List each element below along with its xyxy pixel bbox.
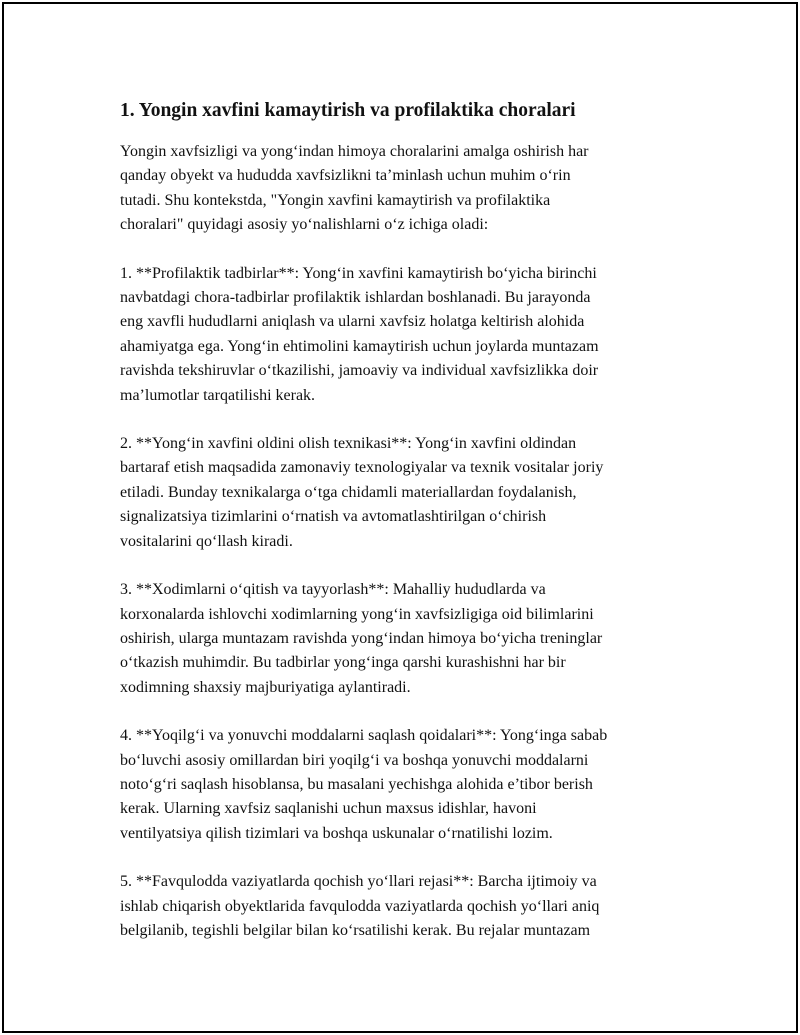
- text-line: o‘tkazish muhimdir. Bu tadbirlar yong‘inga qarshi kurashishni har bir: [120, 654, 566, 672]
- text-line: signalizatsiya tizimlarini o‘rnatish va avtomatlashtirilgan o‘chirish: [120, 508, 547, 526]
- list-item-saqlash-qoidalari: [120, 724, 700, 846]
- text-line: 5. **Favqulodda vaziyatlarda qochish yo‘llari rejasi**: Barcha ijtimoiy va: [120, 873, 597, 891]
- text-line: 4. **Yoqilg‘i va yonuvchi moddalarni saqlash qoidalari**: Yong‘inga sabab: [120, 727, 608, 745]
- text-line: kerak. Ularning xavfsiz saqlanishi uchun maxsus idishlar, havoni: [120, 800, 537, 818]
- text-line: navbatdagi chora-tadbirlar profilaktik ishlardan boshlanadi. Bu jarayonda: [120, 289, 591, 307]
- list-item-qochish-rejasi: [120, 870, 700, 943]
- text-line: ahamiyatga ega. Yong‘in ehtimolini kamaytirish uchun joylarda muntazam: [120, 337, 599, 355]
- text-line: bartaraf etish maqsadida zamonaviy texnologiyalar va texnik vositalar joriy: [120, 459, 604, 477]
- text-line: 2. **Yong‘in xavfini oldini olish texnikasi**: Yong‘in xavfini oldindan: [120, 435, 577, 453]
- list-item-profilaktik-tadbirlar: [120, 262, 700, 408]
- text-line: etiladi. Bunday texnikalarga o‘tga chidamli materiallardan foydalanish,: [120, 483, 577, 501]
- text-line: eng xavfli hududlarni aniqlash va ularni xavfsiz holatga keltirish alohida: [120, 313, 585, 331]
- text-line: korxonalarda ishlovchi xodimlarning yong‘in xavfsizligiga oid bilimlarini: [120, 605, 594, 623]
- text-line: vositalarini qo‘llash kiradi.: [120, 532, 293, 550]
- text-line: Yongin xavfsizligi va yong‘indan himoya choralarini amalga oshirish har: [120, 143, 589, 160]
- text-line: oshirish, ularga muntazam ravishda yong‘indan himoya bo‘yicha treninglar: [120, 629, 603, 647]
- text-line: bo‘luvchi asosiy omillardan biri yoqilg‘i va boshqa yonuvchi moddalarni: [120, 751, 589, 769]
- list-item-xodimlarni-oqitish: [120, 578, 700, 700]
- text-line: choralari" quyidagi asosiy yo‘nalishlarni o‘z ichiga oladi:: [120, 216, 489, 234]
- text-line: ma’lumotlar tarqatilishi kerak.: [120, 386, 316, 404]
- text-line: xodimning shaxsiy majburiyatiga aylantiradi.: [120, 678, 411, 696]
- document-page: [2, 2, 798, 1033]
- text-line: ishlab chiqarish obyektlarida favqulodda vaziyatlarda qochish yo‘llari aniq: [120, 897, 600, 915]
- document-content: [120, 98, 700, 967]
- text-line: 3. **Xodimlarni o‘qitish va tayyorlash**: Mahalliy hududlarda va: [120, 581, 546, 599]
- list-item-texnika: [120, 432, 700, 554]
- text-line: 1. **Profilaktik tadbirlar**: Yong‘in xavfini kamaytirish bo‘yicha birinchi: [120, 264, 597, 282]
- section-heading: 1. Yongin xavfini kamaytirish va profilaktika choralari: [120, 100, 576, 121]
- text-line: tutadi. Shu kontekstda, "Yongin xavfini kamaytirish va profilaktika: [120, 191, 551, 209]
- text-line: ventilyatsiya qilish tizimlari va boshqa uskunalar o‘rnatilishi lozim.: [120, 824, 553, 842]
- text-line: belgilanib, tegishli belgilar bilan ko‘rsatilishi kerak. Bu rejalar muntazam: [120, 921, 591, 939]
- intro-paragraph: [120, 140, 700, 238]
- text-line: ravishda tekshiruvlar o‘tkazilishi, jamoaviy va individual xavfsizlikka doir: [120, 362, 599, 380]
- text-line: qanday obyekt va hududda xavfsizlikni ta’minlash uchun muhim o‘rin: [120, 167, 571, 185]
- text-line: noto‘g‘ri saqlash hisoblansa, bu masalani yechishga alohida e’tibor berish: [120, 775, 593, 793]
